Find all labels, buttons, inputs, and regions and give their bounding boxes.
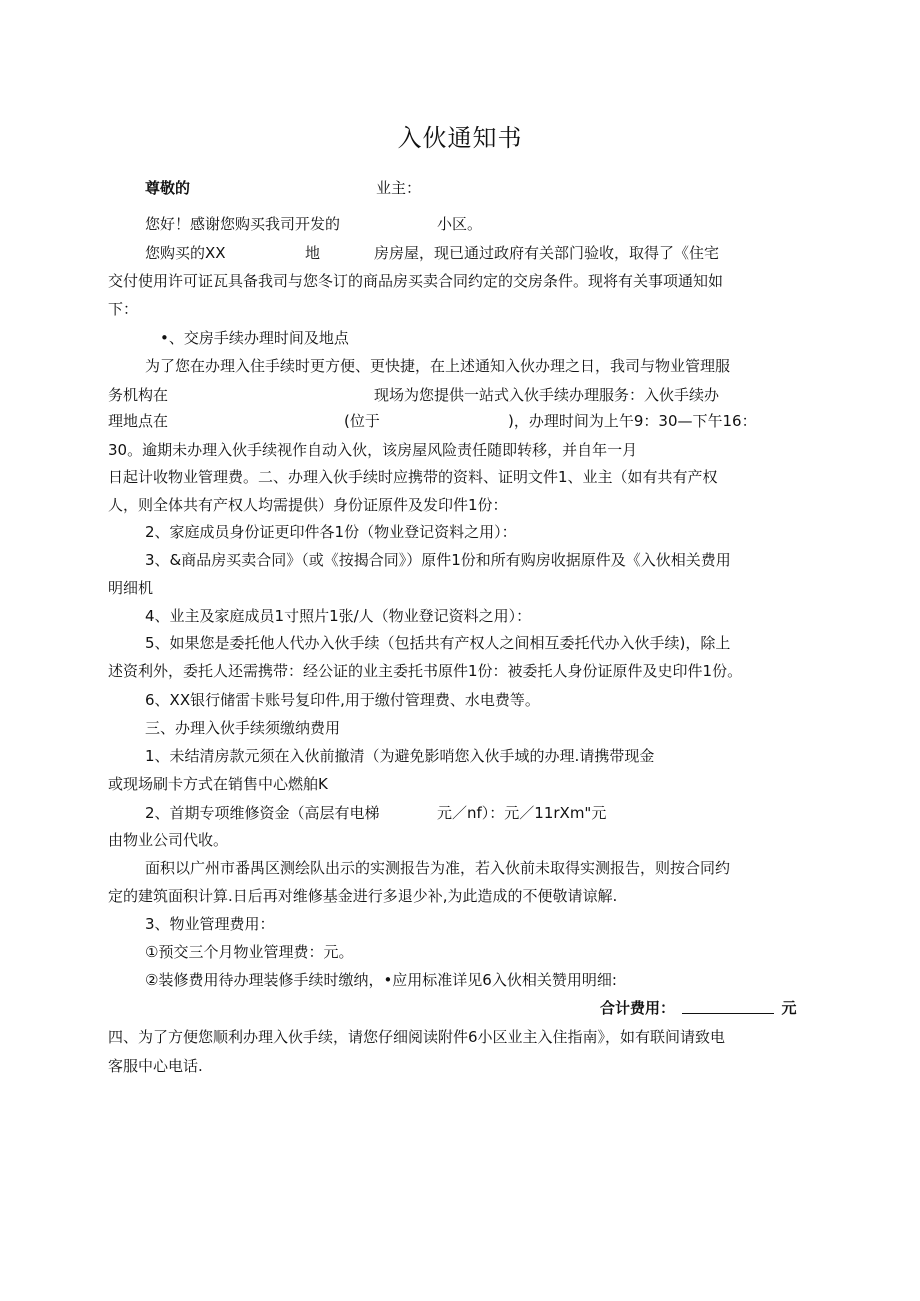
greeting-prefix: 尊敬的 bbox=[145, 179, 191, 197]
total-fee-label: 合计费用： bbox=[600, 999, 676, 1017]
page-title: 入伙通知书 bbox=[397, 124, 523, 152]
section3-heading: 三、办理入伙手续须缴纳费用 bbox=[145, 719, 341, 737]
item-6: 6、XX银行储雷卡账号复印件,用于缴付管理费、水电费等。 bbox=[145, 691, 540, 709]
fee-2-line1-b: 元／nf）：元／11rXm"元 bbox=[437, 804, 607, 822]
greeting-suffix: 业主： bbox=[376, 179, 422, 197]
intro-line1-b: 小区。 bbox=[437, 215, 483, 233]
item-3-line1: 3、&商品房买卖合同》（或《按揭合同》）原件1份和所有购房收据原件及《入伙相关费用 bbox=[145, 551, 731, 569]
intro-line2-b: 地 bbox=[305, 244, 321, 262]
section1-line4: 30。逾期未办理入伙手续视作自动入伙，该房屋风险责任随即转移，并自年一月 bbox=[108, 441, 638, 459]
item-3-line2: 明细机 bbox=[108, 579, 154, 597]
section1-heading: •、交房手续办理时间及地点 bbox=[160, 329, 349, 347]
fee-3b: ②装修费用待办理装修手续时缴纳，•应用标准详见6入伙相关赞用明细: bbox=[145, 971, 617, 989]
section1-line5: 日起计收物业管理费。二、办理入伙手续时应携带的资料、证明文件1、业主（如有共有产权 bbox=[108, 468, 718, 486]
fee-3: 3、物业管理费用： bbox=[145, 915, 275, 933]
fee-2-line1-a: 2、首期专项维修资金（高层有电梯 bbox=[145, 804, 380, 822]
section1-line3-b: (位于 bbox=[344, 412, 380, 430]
total-fee bbox=[600, 998, 797, 1018]
section1-line3-a: 理地点在 bbox=[108, 412, 169, 430]
intro-line2-c: 房房屋，现已通过政府有关部门验收，取得了《住宅 bbox=[374, 244, 720, 262]
fee-1-line1: 1、未结清房款元须在入伙前撤清（为避免影哨您入伙手域的办理.请携带现金 bbox=[145, 747, 655, 765]
item-2: 2、家庭成员身份证更印件各1份（物业登记资料之用）： bbox=[145, 523, 517, 541]
fee-1-line2: 或现场刷卡方式在销售中心燃舶K bbox=[108, 775, 328, 793]
intro-line4: 下： bbox=[108, 300, 139, 318]
section1-line1: 为了您在办理入住手续时更方便、更快捷，在上述通知入伙办理之日，我司与物业管理服 bbox=[145, 357, 731, 375]
area-note-line1: 面积以广州市番禺区测绘队出示的实测报告为准，若入伙前未取得实测报告，则按合同约 bbox=[145, 859, 731, 877]
section1-line2-a: 务机构在 bbox=[108, 386, 169, 404]
section1-line2-b: 现场为您提供一站式入伙手续办理服务：入伙手续办 bbox=[374, 386, 720, 404]
fee-3a: ①预交三个月物业管理费：元。 bbox=[145, 943, 354, 961]
section1-line6: 人，则全体共有产权人均需提供）身份证原件及发印件1份： bbox=[108, 496, 508, 514]
total-fee-unit: 元 bbox=[781, 999, 797, 1017]
item-4: 4、业主及家庭成员1寸照片1张/人（物业登记资料之用）： bbox=[145, 607, 532, 625]
item-5-line2: 述资利外，委托人还需携带：经公证的业主委托书原件1份：被委托人身份证原件及史印件1份。 bbox=[108, 662, 743, 680]
fee-2-line2: 由物业公司代收。 bbox=[108, 831, 229, 849]
section1-line3-c: )，办理时间为上午9：30—下午16： bbox=[508, 412, 757, 430]
total-fee-blank bbox=[682, 999, 774, 1014]
intro-line3: 交付使用许可证瓦具备我司与您冬订的商品房买卖合同约定的交房条件。现将有关事项通知如 bbox=[108, 272, 724, 290]
item-5-line1: 5、如果您是委托他人代办入伙手续（包括共有产权人之间相互委托代办入伙手续)，除上 bbox=[145, 634, 731, 652]
section4-line1: 四、为了方便您顺利办理入伙手续，请您仔细阅读附件6小区业主入住指南》，如有联间请致电 bbox=[108, 1028, 726, 1046]
area-note-line2: 定的建筑面积计算.日后再对维修基金进行多退少补,为此造成的不便敬请谅解. bbox=[108, 887, 618, 905]
intro-line1-a: 您好！感谢您购买我司开发的 bbox=[145, 215, 341, 233]
intro-line2-a: 您购买的XX bbox=[145, 244, 226, 262]
section4-line2: 客服中心电话. bbox=[108, 1057, 203, 1075]
